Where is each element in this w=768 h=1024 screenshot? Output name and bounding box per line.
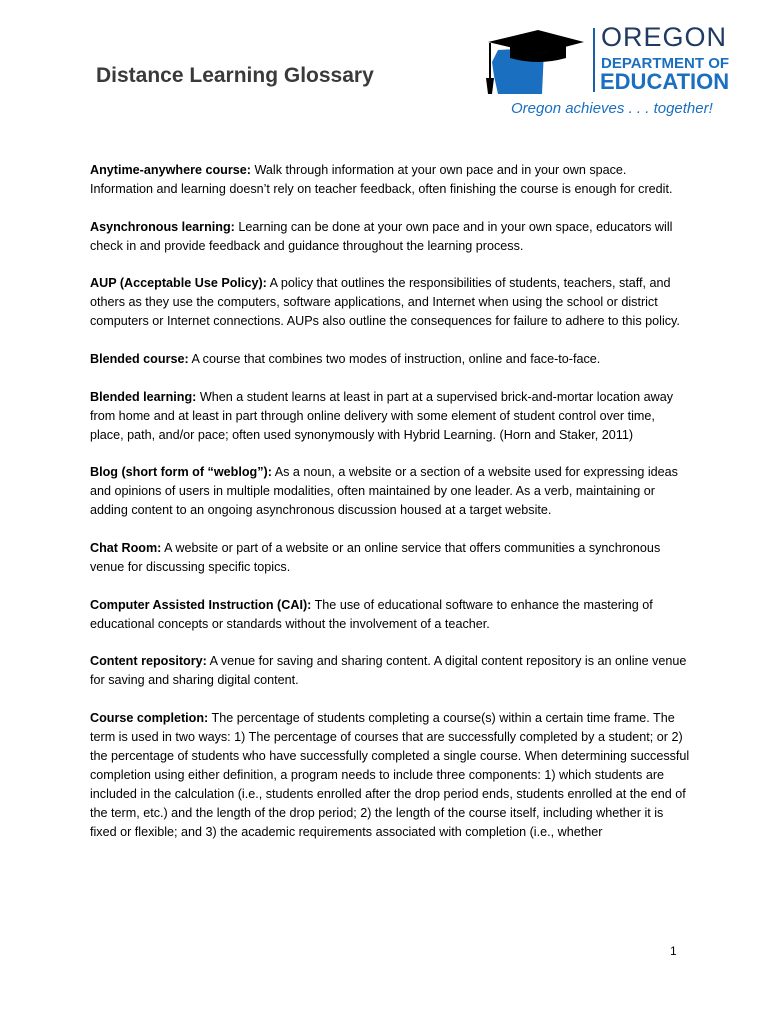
glossary-entry: [90, 388, 690, 445]
glossary-definition: As a noun, a website or a section of a website used for expressing ideas and opinions of users in multiple modalities, often maintained by one leader. As a verb, maintaining or adding content to an ongoing asynchronous discussion housed at a target website.: [90, 465, 678, 518]
glossary-definition: The percentage of students completing a course(s) within a certain time frame. The term is used in two ways: 1) The percentage of courses that are successfully completed by a student; or 2) the percentage of students who have successfully completed a single course. When determining successful completion using either definition, a program needs to include three components: 1) which students are included in the calculation (i.e., students enrolled after the drop period ends, students enrolled at the end of the term, etc.) and the length of the drop period; 2) the length of the course itself, including whether it is fixed or flexible; and 3) the academic requirements associated with completion (i.e., whether: [90, 711, 690, 839]
glossary-term: Anytime-anywhere course:: [90, 163, 251, 177]
glossary-entry: [90, 463, 690, 520]
glossary-entry: [90, 596, 690, 634]
glossary-definition: When a student learns at least in part at a supervised brick-and-mortar location away from home and at least in part through online delivery with some element of student control over time, place, path, and/or pace; often used synonymously with Hybrid Learning. (Horn and Staker, 2011): [90, 389, 674, 442]
glossary-definition: A venue for saving and sharing content. A digital content repository is an online venue for saving and sharing digital content.: [90, 654, 687, 688]
glossary-term: AUP (Acceptable Use Policy):: [90, 276, 267, 291]
page-title: Distance Learning Glossary: [96, 64, 374, 87]
glossary-definition: A website or part of a website or an online service that offers communities a synchronous venue for discussing specific topics.: [90, 541, 661, 574]
glossary-term: Computer Assisted Instruction (CAI):: [90, 597, 312, 612]
glossary-term: Chat Room:: [90, 541, 162, 556]
page-number: 1: [670, 944, 677, 958]
glossary-definition: Learning can be done at your own pace and in your own space, educators will check in and provide feedback and guidance throughout the learning process.: [90, 219, 673, 253]
logo-oregon-text: OREGON: [601, 22, 728, 52]
glossary-entry: [90, 161, 690, 199]
glossary-entry: [90, 539, 690, 577]
glossary-term: Blended learning:: [90, 389, 197, 404]
glossary-entry: [90, 218, 690, 256]
glossary-term: Blended course:: [90, 352, 189, 367]
glossary-definition: A policy that outlines the responsibilities of students, teachers, staff, and others as they use the computers, software applications, and Internet when using the school or district computers or Internet connections. AUPs also outline the consequences for failure to adhere to this policy.: [90, 276, 680, 329]
logo-tagline: Oregon achieves . . . together!: [511, 100, 713, 117]
glossary-list: [90, 161, 690, 860]
glossary-definition: The use of educational software to enhance the mastering of educational concepts or standards without the involvement of a teacher.: [90, 597, 653, 631]
oregon-graduation-cap-icon: [484, 28, 588, 98]
glossary-entry: [90, 274, 690, 331]
logo-department-text: DEPARTMENT OF: [601, 55, 730, 72]
glossary-definition: A course that combines two modes of instruction, online and face-to-face.: [188, 352, 601, 367]
glossary-term: Content repository:: [90, 654, 207, 669]
glossary-entry: [90, 350, 690, 369]
glossary-term: Asynchronous learning:: [90, 219, 235, 234]
glossary-entry: [90, 652, 690, 690]
glossary-term: Blog (short form of “weblog”):: [90, 465, 272, 480]
logo-education-text: EDUCATION: [600, 69, 730, 94]
logo-divider: [593, 28, 595, 92]
glossary-entry: [90, 709, 690, 841]
oregon-doe-logo: [484, 22, 734, 122]
glossary-definition: Walk through information at your own pace and in your own space. Information and learning doesn’t rely on teacher feedback, often finishing the course is enough for credit.: [90, 163, 673, 196]
glossary-term: Course completion:: [90, 711, 209, 726]
